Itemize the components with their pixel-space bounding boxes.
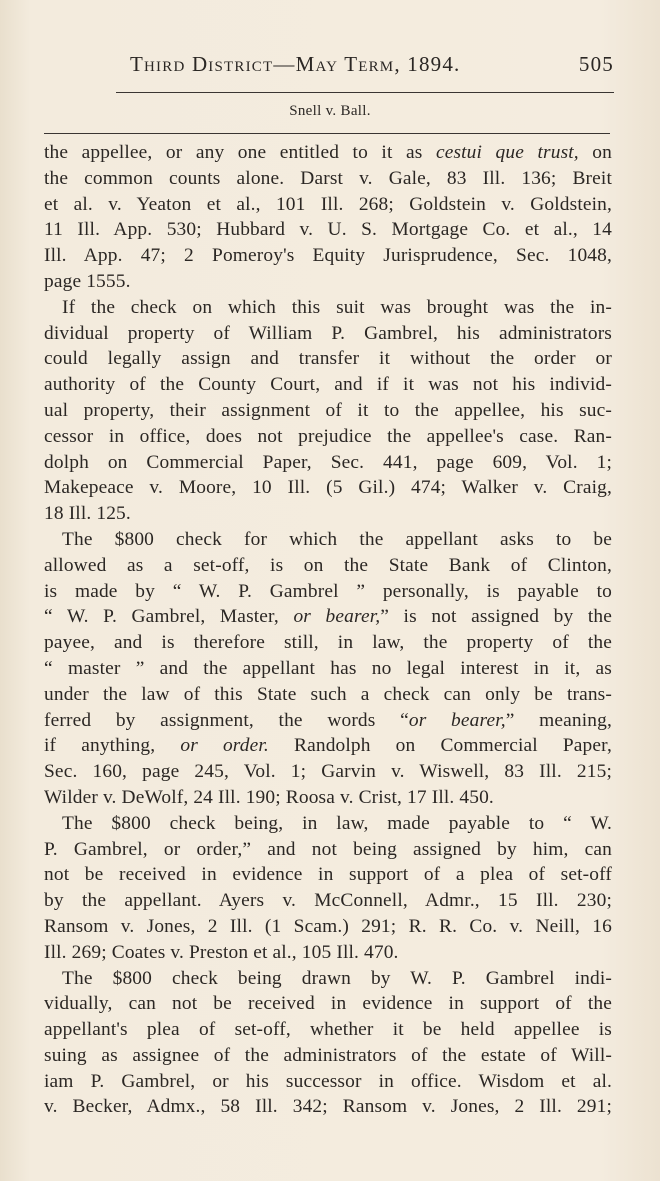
text-line (44, 243, 612, 269)
text-line (44, 604, 612, 630)
text-line (44, 269, 612, 295)
line-text: page 1555. (44, 270, 131, 292)
text-line (44, 733, 612, 759)
line-text: is made by “ W. P. Gambrel ” personally, is payable to (44, 580, 612, 602)
italic-phrase: or order. (180, 735, 269, 757)
text-line (44, 630, 612, 656)
case-caption: Snell v. Ball. (289, 103, 371, 119)
running-title: Third District—May Term, 1894. (130, 52, 461, 76)
line-text: P. Gambrel, or order,” and not being assigned by him, can (44, 838, 612, 860)
line-text: The $800 check for which the appellant asks to be (62, 528, 612, 550)
text-line (44, 527, 612, 553)
text-line (44, 811, 612, 837)
text-line (44, 346, 612, 372)
text-line (44, 682, 612, 708)
line-text: Ill. 269; Coates v. Preston et al., 105 Ill. 470. (44, 941, 399, 963)
line-text: cessor in office, does not prejudice the appellee's case. Ran- (44, 425, 612, 447)
line-text: under the law of this State such a check can only be trans- (44, 683, 612, 705)
line-text: iam P. Gambrel, or his successor in office. Wisdom et al. (44, 1070, 612, 1092)
line-text: vidually, can not be received in evidence in support of the (44, 993, 612, 1015)
text-line (44, 1094, 612, 1120)
text-line (44, 991, 612, 1017)
text-line (44, 888, 612, 914)
text-line (44, 940, 612, 966)
text-line (44, 708, 612, 734)
line-text: Randolph on Commercial Paper, (268, 735, 612, 757)
line-text: “ W. P. Gambrel, Master, (44, 606, 294, 628)
caption-rule (44, 133, 610, 134)
page-number: 505 (578, 52, 614, 76)
line-text: if anything, (44, 735, 181, 757)
line-text: payee, and is therefore still, in law, the property of the (44, 632, 612, 654)
text-line (44, 140, 612, 166)
line-text: v. Becker, Admx., 58 Ill. 342; Ransom v. Jones, 2 Ill. 291; (44, 1096, 612, 1118)
line-text: suing as assignee of the administrators of the estate of Will- (44, 1044, 612, 1066)
text-line (44, 656, 612, 682)
text-line (44, 321, 612, 347)
text-line (44, 553, 612, 579)
italic-phrase: or bearer, (408, 709, 506, 731)
line-text: ferred by assignment, the words “ (44, 709, 409, 731)
line-text: Makepeace v. Moore, 10 Ill. (5 Gil.) 474; Walker v. Craig, (44, 477, 612, 499)
line-text: ” meaning, (505, 709, 612, 731)
line-text: could legally assign and transfer it without the order or (44, 348, 612, 370)
line-text: authority of the County Court, and if it was not his individ- (44, 374, 612, 396)
text-line (44, 295, 612, 321)
line-text: ” is not assigned by the (380, 606, 612, 628)
text-line (44, 862, 612, 888)
line-text: dividual property of William P. Gambrel, his administrators (44, 322, 612, 344)
line-text: the common counts alone. Darst v. Gale, 83 Ill. 136; Breit (44, 167, 612, 189)
line-text: et al. v. Yeaton et al., 101 Ill. 268; Goldstein v. Goldstein, (44, 193, 612, 215)
text-line (44, 1043, 612, 1069)
text-line (44, 398, 612, 424)
text-line (44, 424, 612, 450)
text-line (44, 166, 612, 192)
text-line (44, 217, 612, 243)
line-text: not be received in evidence in support of a plea of set-off (44, 864, 612, 886)
header-rule (116, 92, 614, 93)
text-line (44, 579, 612, 605)
text-line (44, 914, 612, 940)
opinion-text (44, 140, 612, 1120)
text-line (44, 192, 612, 218)
text-line (44, 966, 612, 992)
running-head (130, 52, 614, 84)
text-line (44, 1017, 612, 1043)
line-text: allowed as a set-off, is on the State Bank of Clinton, (44, 554, 612, 576)
text-line (44, 785, 612, 811)
line-text: The $800 check being, in law, made payable to “ W. (62, 812, 612, 834)
line-text: dolph on Commercial Paper, Sec. 441, page 609, Vol. 1; (44, 451, 612, 473)
text-line (44, 837, 612, 863)
line-text: 18 Ill. 125. (44, 503, 131, 525)
line-text: If the check on which this suit was brought was the in- (62, 296, 612, 318)
line-text: Sec. 160, page 245, Vol. 1; Garvin v. Wiswell, 83 Ill. 215; (44, 761, 612, 783)
text-line (44, 450, 612, 476)
line-text: “ master ” and the appellant has no legal interest in it, as (44, 657, 612, 679)
line-text: Ill. App. 47; 2 Pomeroy's Equity Jurisprudence, Sec. 1048, (44, 245, 612, 267)
italic-phrase: cestui que trust, (435, 142, 579, 163)
line-text: 11 Ill. App. 530; Hubbard v. U. S. Mortgage Co. et al., 14 (44, 219, 612, 241)
line-text: the appellee, or any one entitled to it as (44, 142, 436, 163)
line-text: ual property, their assignment of it to the appellee, his suc- (44, 399, 612, 421)
text-line (44, 759, 612, 785)
text-line (44, 501, 612, 527)
line-text: on (578, 142, 612, 163)
line-text: by the appellant. Ayers v. McConnell, Admr., 15 Ill. 230; (44, 890, 612, 912)
text-line (44, 1069, 612, 1095)
text-line (44, 372, 612, 398)
line-text: appellant's plea of set-off, whether it be held appellee is (44, 1019, 612, 1041)
line-text: Ransom v. Jones, 2 Ill. (1 Scam.) 291; R. R. Co. v. Neill, 16 (44, 915, 612, 937)
italic-phrase: or bearer, (293, 606, 381, 628)
line-text: Wilder v. DeWolf, 24 Ill. 190; Roosa v. Crist, 17 Ill. 450. (44, 786, 494, 808)
line-text: The $800 check being drawn by W. P. Gambrel indi- (62, 967, 612, 989)
text-line (44, 475, 612, 501)
